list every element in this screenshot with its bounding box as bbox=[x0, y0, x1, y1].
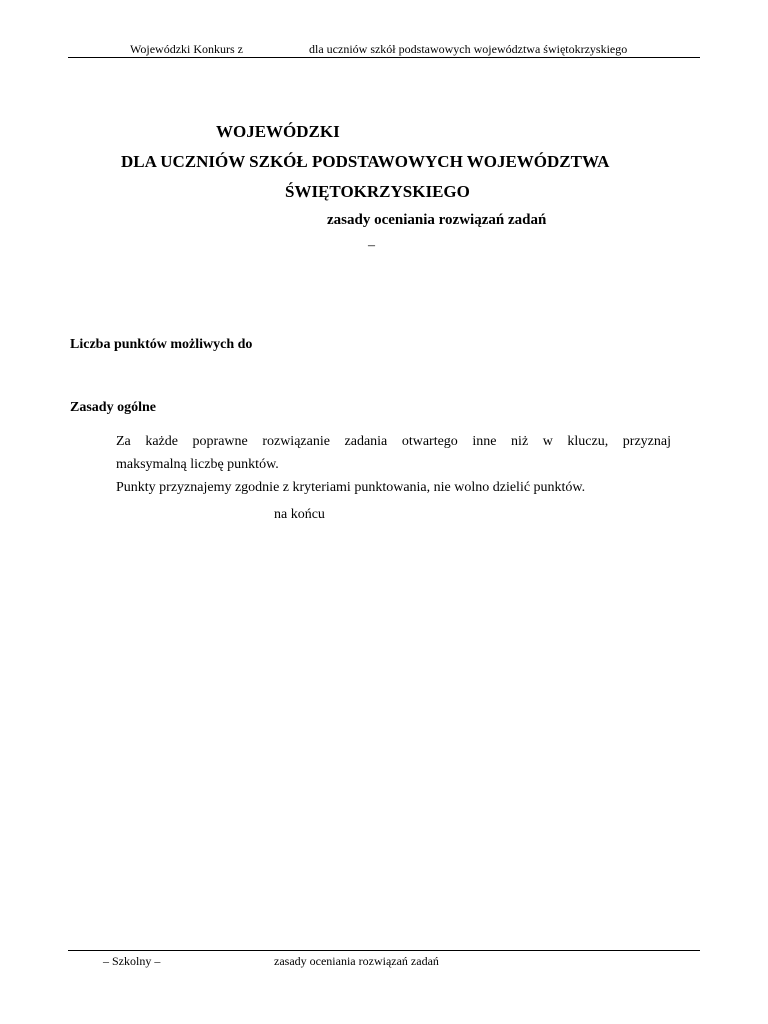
general-rules-para-2: Punkty przyznajemy zgodnie z kryteriami punktowania, nie wolno dzielić punktów. bbox=[116, 480, 586, 495]
title-line-1: WOJEWÓDZKI bbox=[216, 122, 340, 141]
footer-divider bbox=[68, 950, 700, 951]
general-rules-para-3: na końcu bbox=[274, 507, 325, 522]
title-dash: – bbox=[368, 238, 375, 253]
general-rules-para-1: Za każde poprawne rozwiązanie zadania otwartego inne niż w kluczu, przyznaj bbox=[116, 434, 671, 449]
general-rules-para-1-cont: maksymalną liczbę punktów. bbox=[116, 457, 279, 472]
footer-left-text: – Szkolny – bbox=[103, 954, 161, 968]
title-line-3: ŚWIĘTOKRZYSKIEGO bbox=[285, 182, 470, 201]
points-heading: Liczba punktów możliwych do bbox=[70, 337, 253, 352]
title-subtitle: zasady oceniania rozwiązań zadań bbox=[327, 212, 547, 228]
header-divider bbox=[68, 57, 700, 58]
header-right-text: dla uczniów szkół podstawowych województwa świętokrzyskiego bbox=[309, 42, 628, 56]
footer-right-text: zasady oceniania rozwiązań zadań bbox=[274, 954, 439, 968]
title-line-2: DLA UCZNIÓW SZKÓŁ PODSTAWOWYCH WOJEWÓDZTWA bbox=[121, 152, 610, 171]
header-left-text: Wojewódzki Konkurs z bbox=[130, 42, 244, 56]
general-rules-heading: Zasady ogólne bbox=[70, 400, 156, 415]
